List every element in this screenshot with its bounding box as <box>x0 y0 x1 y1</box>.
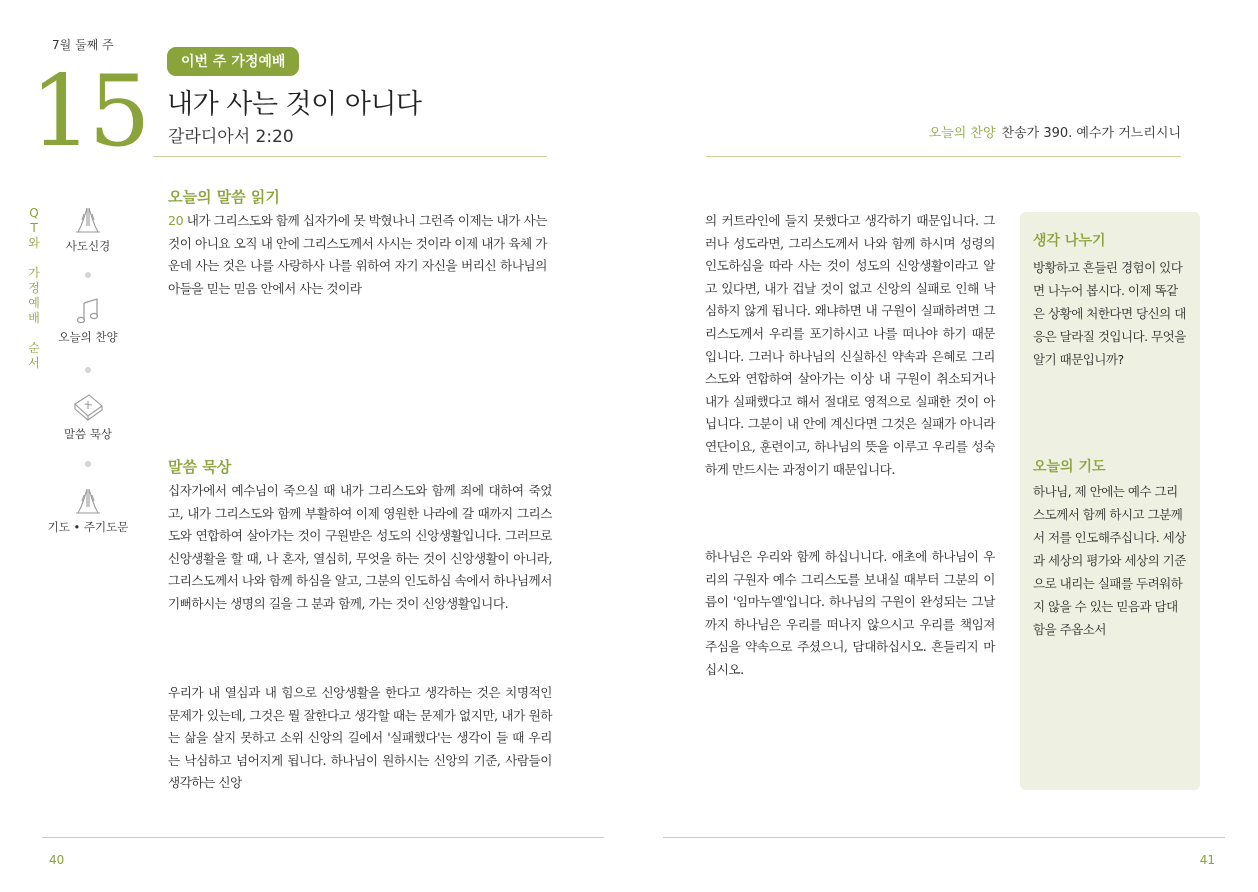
footer-divider-right <box>663 837 1225 838</box>
week-label: 7월 둘째 주 <box>52 38 114 52</box>
vertical-char: 서 <box>28 356 40 370</box>
praying-hands-icon <box>73 487 103 515</box>
bible-icon <box>71 392 105 422</box>
paragraph-text: 하나님은 우리와 함께 하십니니다. 애초에 하나님이 우리의 구원자 예수 그리스도를 보내실 때부터 그분의 이름이 '임마누엘'입니다. 하나님의 구원이 완성되는 그날까지 하나님은 우리를 떠나지 않으시고 우리를 책임져 주심을 약속으로 주셨으니, 담대하십시오. 흔들리지 마십시오. <box>705 549 995 677</box>
share-heading: 생각 나누기 <box>1033 233 1106 249</box>
vertical-char: 순 <box>28 341 40 355</box>
step-separator-dot <box>85 461 91 467</box>
page-title: 내가 사는 것이 아니다 <box>167 89 422 120</box>
step-todays-hymn <box>43 297 133 345</box>
todays-hymn <box>929 122 1181 141</box>
vertical-gap <box>27 251 41 266</box>
vertical-char: 배 <box>28 311 40 325</box>
vertical-char: 정 <box>28 281 40 295</box>
vertical-gap <box>27 326 41 341</box>
prayer-text: 하나님, 제 안에는 예수 그리스도께서 함께 하시고 그분께서 저를 인도해주십니다. 세상과 세상의 평가와 세상의 기준으로 내리는 실패를 두려워하지 않을 수 있는 믿음과 담대함을 주옵소서 <box>1033 484 1186 637</box>
header-divider-right <box>706 156 1181 157</box>
vertical-char: 예 <box>28 296 40 310</box>
meditation-paragraph-4 <box>705 546 995 682</box>
step-apostles-creed <box>43 206 133 254</box>
vertical-char: 가 <box>28 266 40 280</box>
day-number: 15 <box>30 55 147 169</box>
verse-text: 내가 그리스도와 함께 십자가에 못 박혔나니 그런즉 이제는 내가 사는 것이 아니요 오직 내 안에 그리스도께서 사시는 것이라 이제 내가 육체 가운데 사는 것은 나를 사랑하사 나를 위하여 자기 자신을 버리신 하나님의 아들을 믿는 믿음 안에서 사는 것이라 <box>168 213 547 296</box>
step-label: 오늘의 찬양 <box>58 330 118 344</box>
paragraph-text: 의 커트라인에 들지 못했다고 생각하기 때문입니다. 그러나 성도라면, 그리스도께서 나와 함께 하시며 성령의 인도하심을 따라 사는 것이 성도의 신앙생활이라고 알고 있다면, 내가 겁날 것이 없고 신앙의 실패로 인해 낙심하지 않게 됩니다. 왜냐하면 내 구원이 실패하려면 그리스도께서 우리를 포기하시고 나를 떠나야 하기 때문입니다. 그러나 하나님의 신실하신 약속과 은혜로 그리스도와 연합하여 살아가는 이상 내 구원이 취소되거나 내가 실패했다고 해서 절대로 영적으로 실패한 것이 아닙니다. 그분이 내 안에 계신다면 그것은 실패가 아니라 연단이요, 훈련이고, 하나님의 뜻을 이루고 우리를 성숙하게 만드시는 과정이기 때문입니다. <box>705 213 995 477</box>
step-word-meditation <box>43 392 133 442</box>
step-label: 사도신경 <box>65 239 111 253</box>
worship-order-vertical-label <box>27 206 41 371</box>
reading-heading: 오늘의 말씀 읽기 <box>168 188 280 206</box>
discussion-sidebar <box>1020 212 1200 790</box>
share-text: 방황하고 흔들린 경험이 있다면 나누어 봅시다. 이제 똑같은 상황에 처한다면 당신의 대응은 달라질 것입니다. 무엇을 알기 때문입니까? <box>1033 260 1186 367</box>
step-prayer <box>43 487 133 535</box>
paragraph-text: 십자가에서 예수님이 죽으실 때 내가 그리스도와 함께 죄에 대하여 죽었고, 내가 그리스도와 함께 부활하여 이제 영원한 나라에 갈 때까지 그리스도와 연합하여 살아가는 것이 구원받은 성도의 신앙생활입니다. 그러므로 신앙생활을 할 때, 나 혼자, 열심히, 무엇을 하는 것이 신앙생활이 아니라, 그리스도께서 나와 함께 하심을 알고, 그분의 인도하심 속에서 하나님께서 기뻐하시는 생명의 길을 그 분과 함께, 가는 것이 신앙생활입니다. <box>168 483 552 611</box>
prayer-heading: 오늘의 기도 <box>1033 459 1106 475</box>
hymn-title: 찬송가 390. 예수가 거느리시니 <box>1001 126 1181 141</box>
scripture-reference: 갈라디아서 2:20 <box>168 127 294 147</box>
meditation-paragraph-1 <box>168 480 552 616</box>
vertical-char: Q <box>29 206 39 220</box>
page-number-right: 41 <box>1199 853 1215 867</box>
step-separator-dot <box>85 272 91 278</box>
scripture-passage <box>168 210 547 300</box>
paragraph-text: 우리가 내 열심과 내 힘으로 신앙생활을 한다고 생각하는 것은 치명적인 문제가 있는데, 그것은 뭘 잘한다고 생각할 때는 문제가 없지만, 내가 원하는 삶을 살지 못하고 소위 신앙의 길에서 '실패했다'는 생각이 들 때 우리는 낙심하고 넘어지게 됩니다. 하나님이 원하시는 신앙의 기준, 사람들이 생각하는 신앙 <box>168 685 552 791</box>
worship-badge: 이번 주 가정예배 <box>167 47 299 76</box>
vertical-char: T <box>30 221 38 235</box>
header-divider-left <box>153 156 547 157</box>
meditation-paragraph-3 <box>705 210 995 481</box>
meditation-heading: 말씀 묵상 <box>168 458 232 476</box>
hymn-label: 오늘의 찬양 <box>928 126 996 141</box>
page-number-left: 40 <box>49 853 65 867</box>
praying-hands-icon <box>73 206 103 234</box>
music-note-icon <box>73 297 103 325</box>
meditation-paragraph-2 <box>168 682 552 795</box>
vertical-char: 와 <box>28 236 40 250</box>
verse-number: 20 <box>168 213 184 228</box>
step-separator-dot <box>85 367 91 373</box>
footer-divider-left <box>42 837 604 838</box>
step-label: 말씀 묵상 <box>63 427 113 441</box>
step-label: 기도 • 주기도문 <box>47 520 129 534</box>
